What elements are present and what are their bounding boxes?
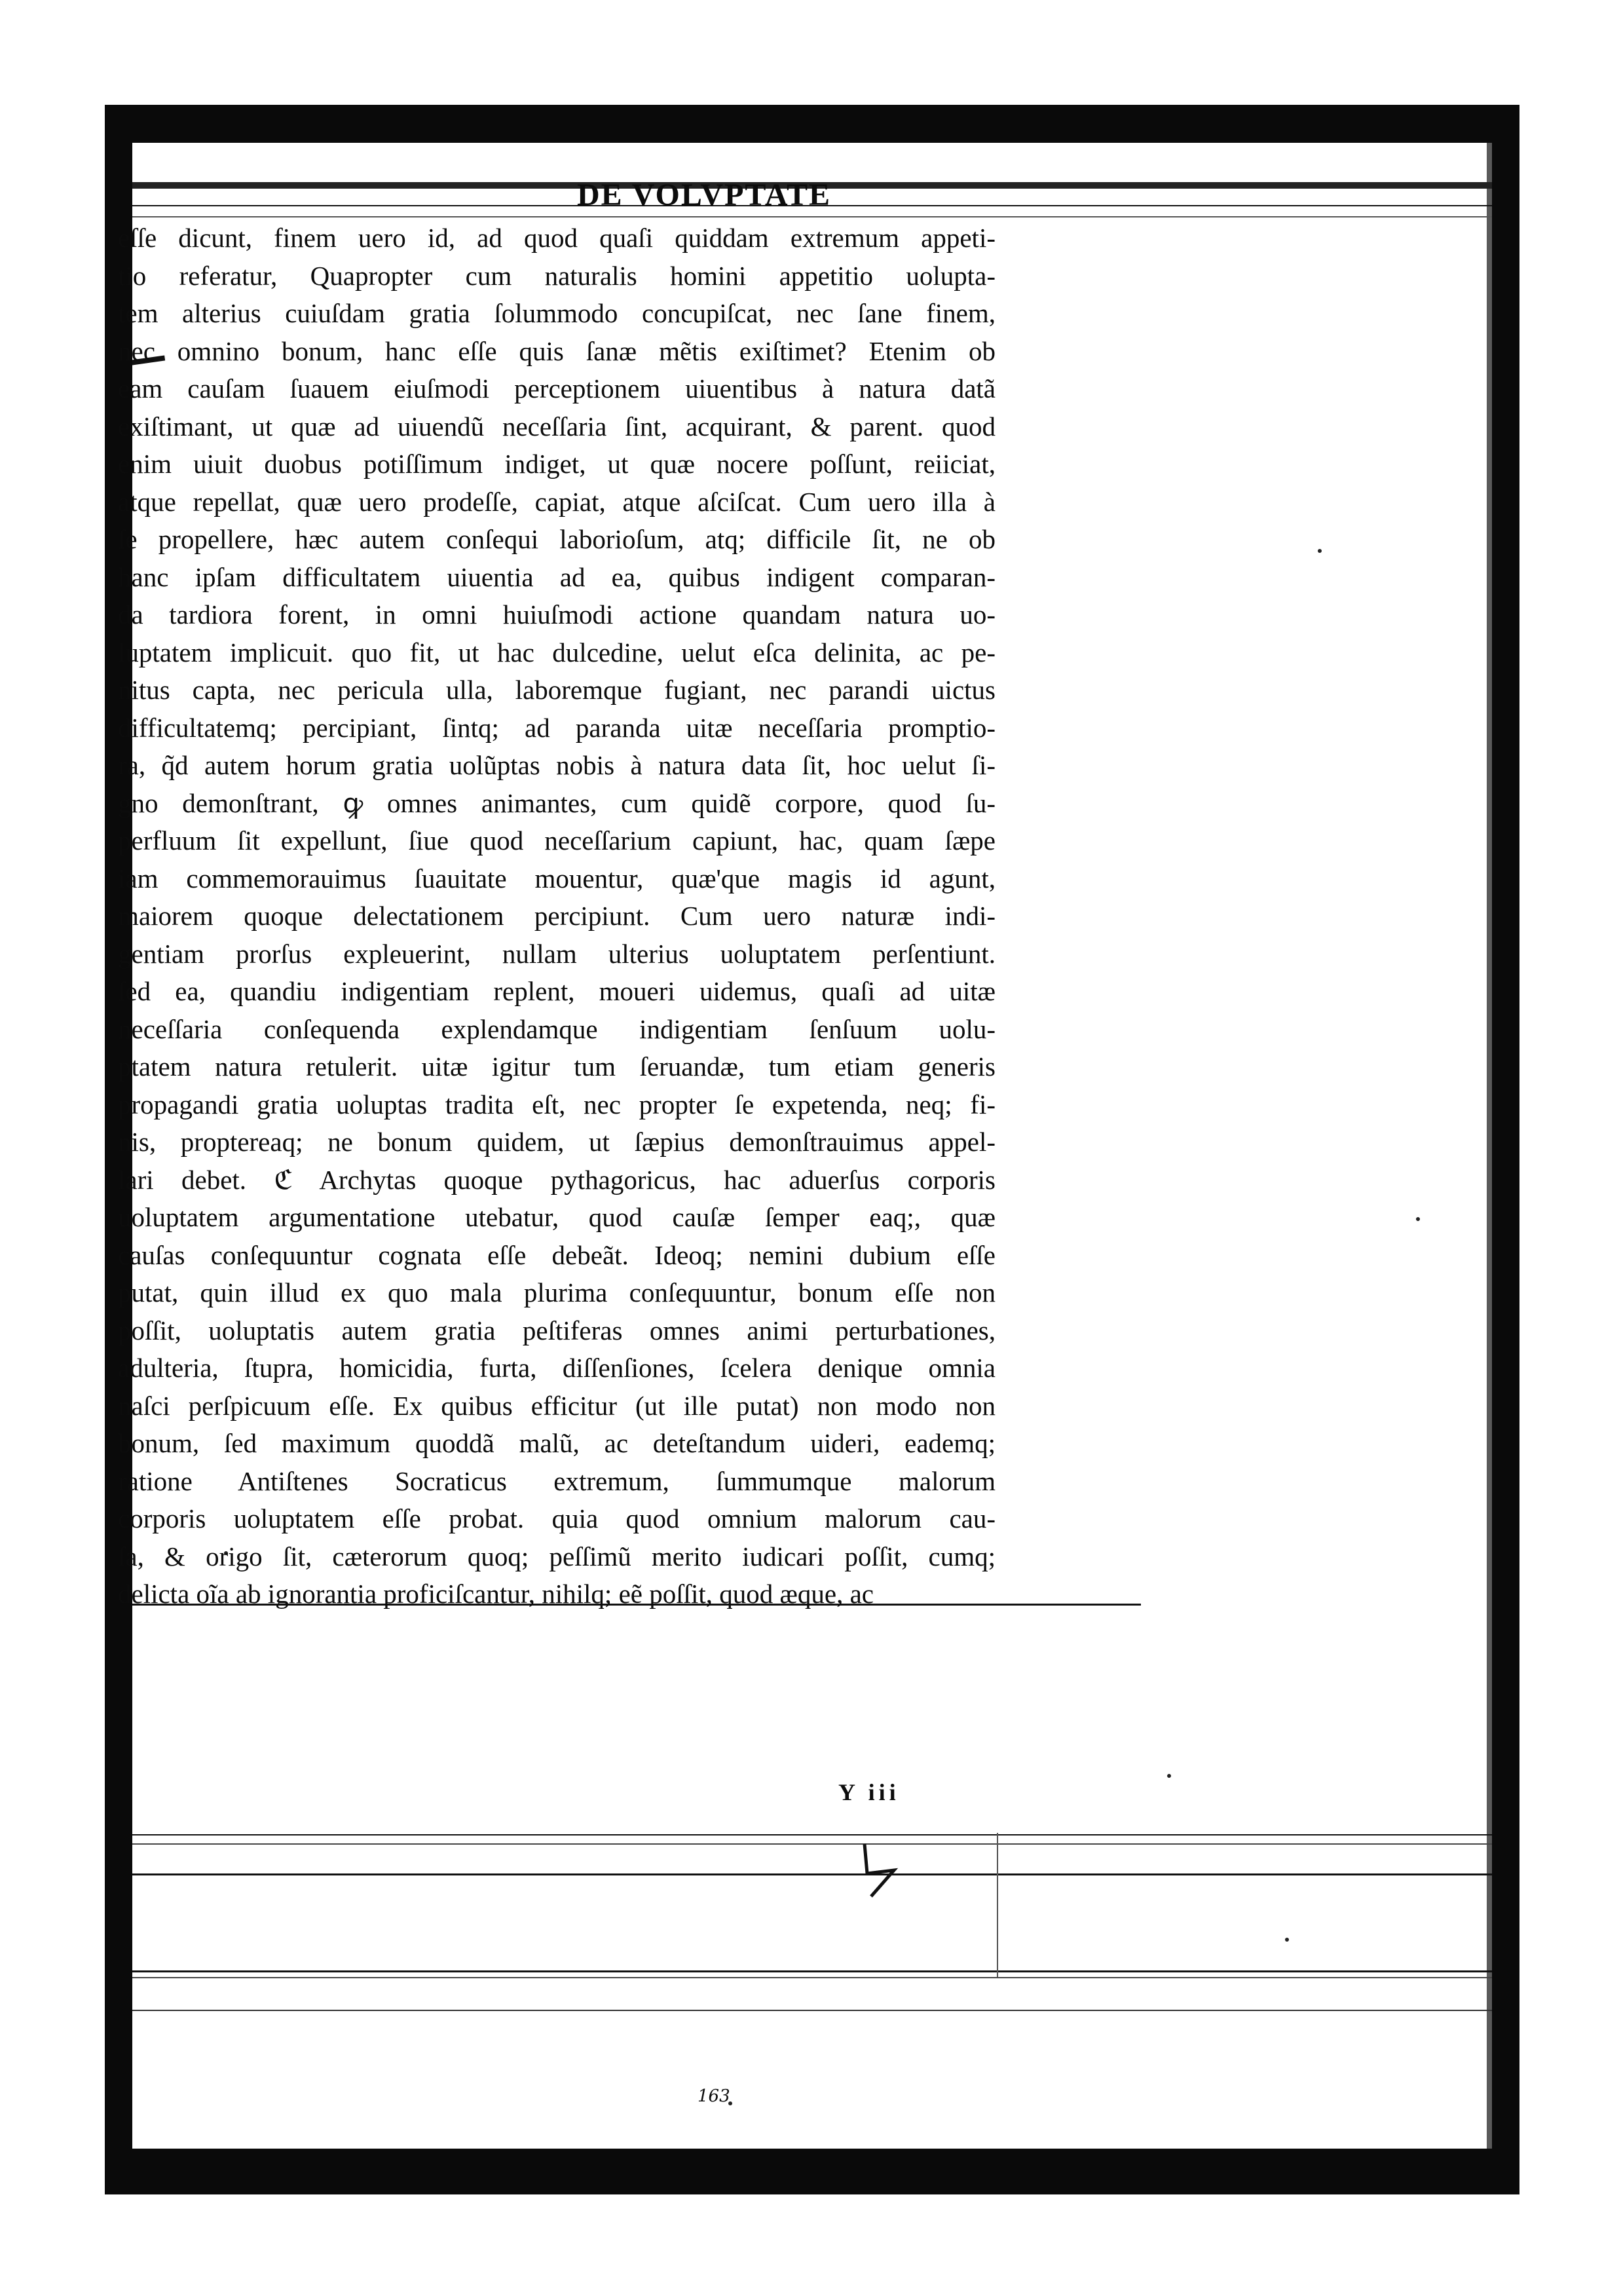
text-line: lari debet. ℭ Archytas quoque pythagoricus, hac aduerſus corporis: [118, 1164, 996, 1195]
scan-line: [132, 216, 1492, 217]
running-header: [367, 177, 1153, 213]
text-line: luptatem implicuit. quo fit, ut hac dulcedine, uelut eſca delinita, ac pe-: [118, 637, 996, 668]
scan-line: [132, 1873, 1492, 1875]
signature-mark: Y iii: [838, 1779, 900, 1805]
text-line: maiorem quoque delectationem percipiunt. Cum uero naturæ indi-: [118, 901, 996, 931]
text-line: ſa, & origo ſit, cæterorum quoq; peſſimũ merito iudicari poſſit, cumq;: [118, 1541, 996, 1571]
text-line: exiſtimant, ut quæ ad uiuendũ neceſſaria ſint, acquirant, & parent. quod: [118, 411, 996, 442]
text-line: adulteria, ſtupra, homicidia, furta, diſſenſiones, ſcelera denique omnia: [118, 1353, 996, 1383]
text-line: enim uiuit duobus potiſſimum indiget, ut quæ nocere poſſunt, reiiciat,: [118, 449, 996, 479]
text-line: tio referatur, Quapropter cum naturalis homini appetitio uolupta-: [118, 260, 996, 291]
text-line: da tardiora forent, in omni huiuſmodi actione quandam natura uo-: [118, 599, 996, 630]
text-line: hanc ipſam difficultatem uiuentia ad ea, quibus indigent comparan-: [118, 561, 996, 592]
text-line: ptatem natura retulerit. uitæ igitur tum ſeruandæ, tum etiam generis: [118, 1051, 996, 1082]
text-line: eſſe dicunt, finem uero id, ad quod quaſi quiddam extremum appeti-: [118, 223, 996, 253]
text-line: ra, q̃d autem horum gratia uolũptas nobis à natura data ſit, hoc uelut ſi-: [118, 750, 996, 780]
speck: [1416, 1217, 1420, 1221]
text-line: cauſas conſequuntur cognata eſſe debeãt. Ideoq; nemini dubium eſſe: [118, 1239, 996, 1270]
text-line: ſed ea, quandiu indigentiam replent, moueri uidemus, quaſi ad uitæ: [118, 976, 996, 1006]
text-line: nitus capta, nec pericula ulla, laboremque fugiant, nec parandi uictus: [118, 675, 996, 705]
text-line: gno demonſtrant, ꝙ omnes animantes, cum quidẽ corpore, quod ſu-: [118, 787, 996, 818]
fold-line: [997, 1833, 998, 1977]
text-line: putat, quin illud ex quo mala plurima conſequuntur, bonum eſſe non: [118, 1277, 996, 1308]
scan-line: [132, 1834, 1492, 1835]
text-line: corporis uoluptatem eſſe probat. quia quod omnium malorum cau-: [118, 1503, 996, 1534]
scan-line: [132, 2010, 1492, 2011]
text-line: atque repellat, quæ uero prodeſſe, capiat, atque aſciſcat. Cum uero illa à: [118, 486, 996, 517]
handwritten-folio: 163: [698, 2086, 730, 2106]
text-line: eam cauſam ſuauem eiuſmodi perceptionem uiuentibus à natura datã: [118, 373, 996, 404]
text-line: poſſit, uoluptatis autem gratia peſtiferas omnes animi perturbationes,: [118, 1315, 996, 1346]
text-line: iam commemorauimus ſuauitate mouentur, quæ'que magis id agunt,: [118, 863, 996, 894]
text-line: nis, proptereaq; ne bonum quidem, ut ſæpius demonſtrauimus appel-: [118, 1127, 996, 1157]
text-line: uoluptatem argumentatione utebatur, quod cauſæ ſemper eaq;, quæ: [118, 1202, 996, 1232]
text-line: ſe propellere, hæc autem conſequi laborioſum, atq; difficile ſit, ne ob: [118, 524, 996, 554]
text-line: perfluum ſit expellunt, ſiue quod neceſſarium capiunt, hac, quam ſæpe: [118, 825, 996, 856]
text-line: delicta oĩa ab ignorantia proficiſcantur, nihilq; eẽ poſſit, quod æque, ac: [118, 1579, 874, 1609]
speck: [1167, 1774, 1171, 1778]
body-text: [118, 219, 996, 1613]
scan-line: [132, 1843, 1492, 1845]
text-line: bonum, ſed maximum quoddã malũ, ac deteſtandum uideri, eademq;: [118, 1428, 996, 1458]
text-line: difficultatemq; percipiant, ſintq; ad paranda uitæ neceſſaria promptio-: [118, 712, 996, 743]
speck: [1285, 1938, 1289, 1942]
text-line: propagandi gratia uoluptas tradita eſt, nec propter ſe expetenda, neq; fi-: [118, 1089, 996, 1120]
handwritten-stroke: [858, 1841, 904, 1900]
text-line: tem alterius cuiuſdam gratia ſolummodo concupiſcat, nec ſane finem,: [118, 298, 996, 328]
text-line: naſci perſpicuum eſſe. Ex quibus efficitur (ut ille putat) non modo non: [118, 1390, 996, 1421]
running-header-text: DE VOLVPTATE: [576, 178, 832, 212]
text-line: gentiam prorſus expleuerint, nullam ulterius uoluptatem perſentiunt.: [118, 938, 996, 969]
scan-line: [132, 1977, 1492, 1978]
scan-line: [132, 1970, 1492, 1972]
text-line: ratione Antiſtenes Socraticus extremum, ſummumque malorum: [118, 1465, 996, 1496]
text-line: neceſſaria conſequenda explendamque indigentiam ſenſuum uolu-: [118, 1013, 996, 1044]
speck: [1318, 549, 1322, 553]
text-line: nec omnino bonum, hanc eſſe quis ſanæ mẽtis exiſtimet? Etenim ob: [118, 335, 996, 366]
